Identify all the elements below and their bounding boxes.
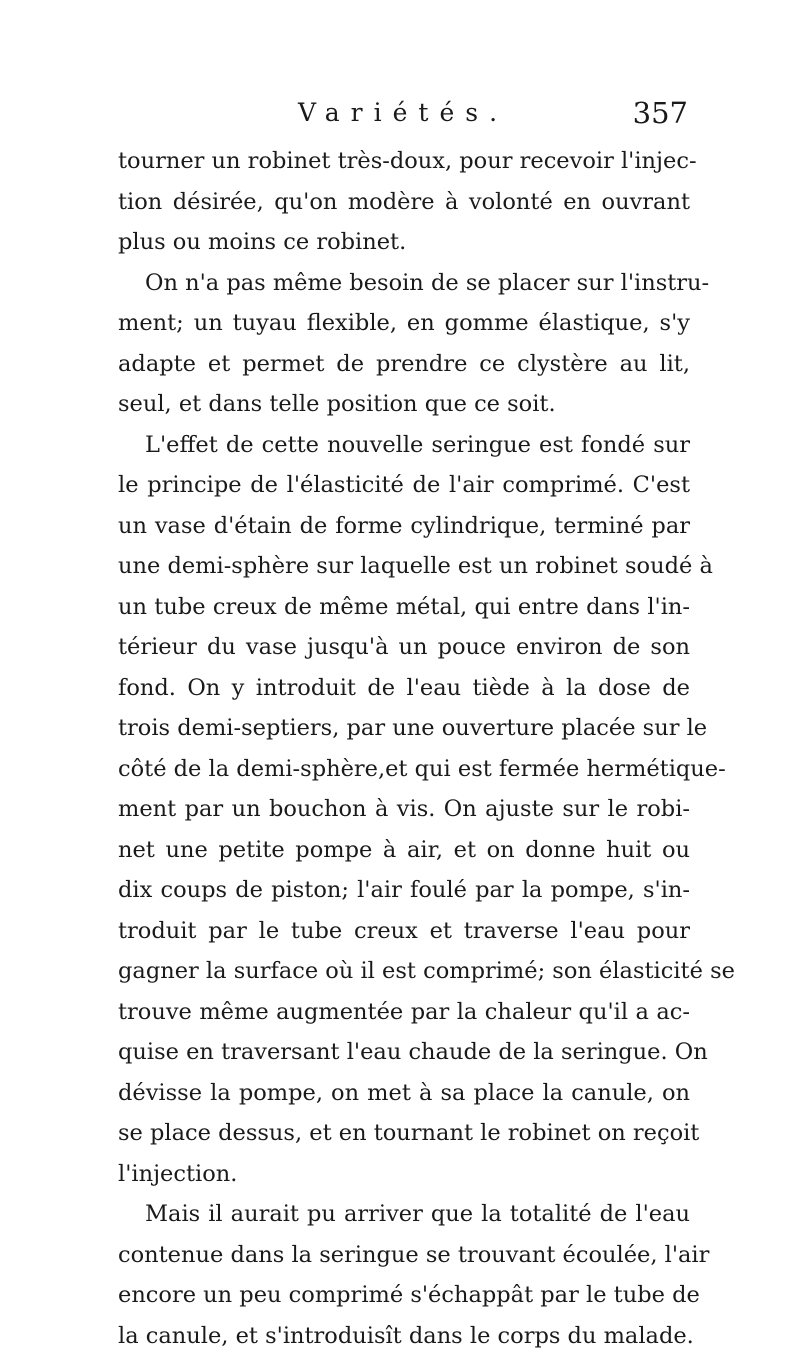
text-line: trouve même augmentée par la chaleur qu'il a ac- (118, 992, 690, 1033)
text-line: troduit par le tube creux et traverse l'eau pour (118, 911, 690, 952)
text-line: adapte et permet de prendre ce clystère au lit, (118, 344, 690, 385)
text-line: un tube creux de même métal, qui entre dans l'in- (118, 587, 690, 628)
text-line: l'injection. (118, 1154, 690, 1195)
page-number: 357 (633, 96, 688, 130)
text-line: trois demi-septiers, par une ouverture placée sur le (118, 708, 690, 749)
text-line: ment; un tuyau flexible, en gomme élastique, s'y (118, 303, 690, 344)
text-line: se place dessus, et en tournant le robinet on reçoit (118, 1113, 690, 1154)
text-line: seul, et dans telle position que ce soit. (118, 384, 690, 425)
text-line: la canule, et s'introduisît dans le corps du malade. (118, 1316, 690, 1356)
text-line: plus ou moins ce robinet. (118, 222, 690, 263)
text-line: dévisse la pompe, on met à sa place la canule, on (118, 1073, 690, 1114)
text-line: L'effet de cette nouvelle seringue est fondé sur (118, 425, 690, 466)
text-line: gagner la surface où il est comprimé; son élasticité se (118, 951, 690, 992)
running-title: Variétés. (298, 98, 508, 127)
text-line: net une petite pompe à air, et on donne huit ou (118, 830, 690, 871)
text-line: On n'a pas même besoin de se placer sur l'instru- (118, 263, 690, 304)
text-line: tourner un robinet très-doux, pour recevoir l'injec- (118, 141, 690, 182)
text-line: térieur du vase jusqu'à un pouce environ de son (118, 627, 690, 668)
text-line: quise en traversant l'eau chaude de la seringue. On (118, 1032, 690, 1073)
text-line: un vase d'étain de forme cylindrique, terminé par (118, 506, 690, 547)
running-head (118, 98, 688, 138)
text-line: Mais il aurait pu arriver que la totalité de l'eau (118, 1194, 690, 1235)
text-line: contenue dans la seringue se trouvant écoulée, l'air (118, 1235, 690, 1276)
text-line: dix coups de piston; l'air foulé par la pompe, s'in- (118, 870, 690, 911)
text-line: le principe de l'élasticité de l'air comprimé. C'est (118, 465, 690, 506)
text-line: côté de la demi-sphère,et qui est fermée hermétique- (118, 749, 690, 790)
text-line: tion désirée, qu'on modère à volonté en ouvrant (118, 182, 690, 223)
text-line: une demi-sphère sur laquelle est un robinet soudé à (118, 546, 690, 587)
text-line: ment par un bouchon à vis. On ajuste sur le robi- (118, 789, 690, 830)
text-line: encore un peu comprimé s'échappât par le tube de (118, 1275, 690, 1316)
body-text (118, 141, 690, 1356)
text-line: fond. On y introduit de l'eau tiède à la dose de (118, 668, 690, 709)
